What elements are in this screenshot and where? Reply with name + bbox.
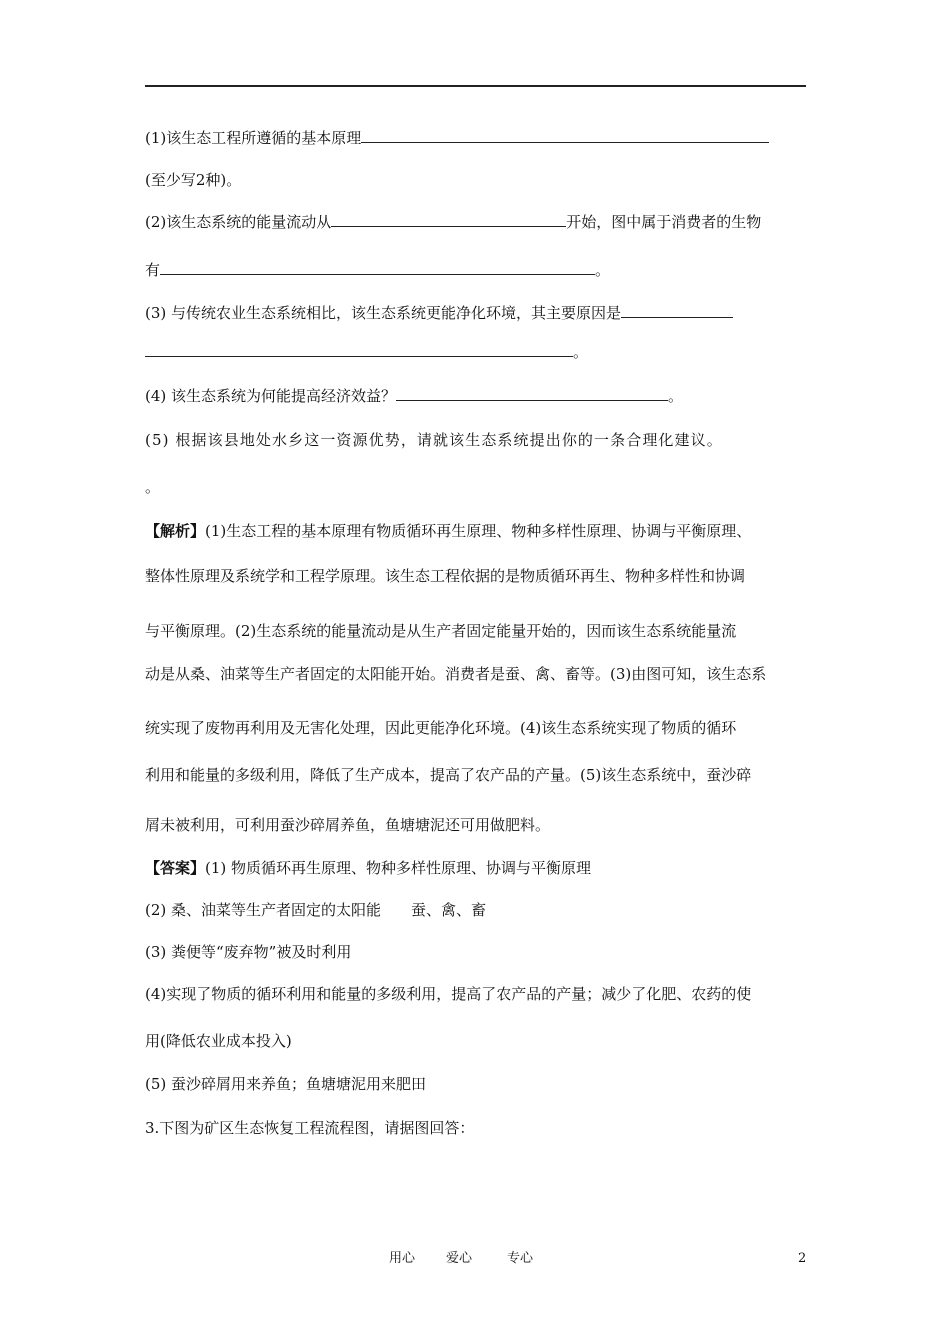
answer-line-4-cont: 用(降低农业成本投入)	[145, 1032, 292, 1050]
answer-text: (1) 物质循环再生原理、物种多样性原理、协调与平衡原理	[205, 859, 592, 877]
question-3-text: (3) 与传统农业生态系统相比，该生态系统更能净化环境，其主要原因是	[145, 304, 622, 322]
next-question: 3.下图为矿区生态恢复工程流程图，请据图回答：	[145, 1119, 475, 1137]
analysis-line-2: 整体性原理及系统学和工程学原理。该生态工程依据的是物质循环再生、物种多样性和协调	[145, 567, 746, 585]
answer-blank	[621, 303, 733, 318]
footer-motto-1: 用心	[389, 1251, 416, 1266]
footer-motto-3: 专心	[507, 1251, 534, 1266]
answer-2-part-a: (2) 桑、油菜等生产者固定的太阳能	[145, 901, 382, 919]
analysis-line-1	[145, 521, 751, 541]
answer-blank	[331, 212, 566, 227]
analysis-line-4: 动是从桑、油菜等生产者固定的太阳能开始。消费者是蚕、禽、畜等。(3)由图可知，该生态系	[145, 665, 767, 683]
analysis-line-3: 与平衡原理。(2)生态系统的能量流动是从生产者固定能量开始的，因而该生态系统能量流	[145, 622, 737, 640]
question-1	[145, 128, 769, 148]
question-3-cont	[145, 342, 588, 362]
question-2-cont-end: 。	[595, 261, 611, 279]
question-1-text: (1)该生态工程所遵循的基本原理	[145, 129, 362, 147]
question-2-text: (2)该生态系统的能量流动从	[145, 213, 332, 231]
answer-2-part-b: 蚕、禽、畜	[411, 901, 487, 919]
footer-motto-2: 爱心	[446, 1251, 473, 1266]
answer-line-3: (3) 粪便等“废弃物”被及时利用	[145, 943, 352, 961]
question-2-cont-text: 有	[145, 261, 161, 279]
answer-heading: 【答案】	[145, 859, 206, 877]
question-3	[145, 303, 733, 323]
question-2-text-end: 开始，图中属于消费者的生物	[566, 213, 762, 231]
answer-blank	[396, 386, 668, 401]
analysis-line-7: 屑未被利用，可利用蚕沙碎屑养鱼，鱼塘塘泥还可用做肥料。	[145, 816, 551, 834]
answer-blank	[160, 260, 595, 275]
analysis-line-5: 统实现了废物再利用及无害化处理，因此更能净化环境。(4)该生态系统实现了物质的循环	[145, 719, 737, 737]
page-number: 2	[798, 1251, 807, 1266]
question-4-end: 。	[668, 387, 684, 405]
answer-line-1	[145, 858, 591, 878]
answer-line-4: (4)实现了物质的循环利用和能量的多级利用，提高了农产品的产量；减少了化肥、农药的使	[145, 985, 752, 1003]
question-2-cont	[145, 260, 610, 280]
analysis-line-6: 利用和能量的多级利用，降低了生产成本，提高了农产品的产量。(5)该生态系统中，蚕沙碎	[145, 766, 752, 784]
question-5: (5) 根据该县地处水乡这一资源优势，请就该生态系统提出你的一条合理化建议。	[145, 431, 723, 449]
question-2	[145, 212, 761, 232]
answer-line-2	[145, 900, 486, 920]
question-5-cont: 。	[145, 478, 161, 496]
analysis-heading: 【解析】	[145, 522, 206, 540]
answer-blank	[145, 342, 573, 357]
header-rule	[145, 85, 806, 87]
answer-blank	[361, 128, 769, 143]
answer-line-5: (5) 蚕沙碎屑用来养鱼；鱼塘塘泥用来肥田	[145, 1075, 427, 1093]
question-4-text: (4) 该生态系统为何能提高经济效益？	[145, 387, 397, 405]
question-4	[145, 386, 683, 406]
question-3-cont-end: 。	[573, 343, 589, 361]
question-1-note: (至少写2种)。	[145, 171, 242, 189]
analysis-text: (1)生态工程的基本原理有物质循环再生原理、物种多样性原理、协调与平衡原理、	[205, 522, 752, 540]
